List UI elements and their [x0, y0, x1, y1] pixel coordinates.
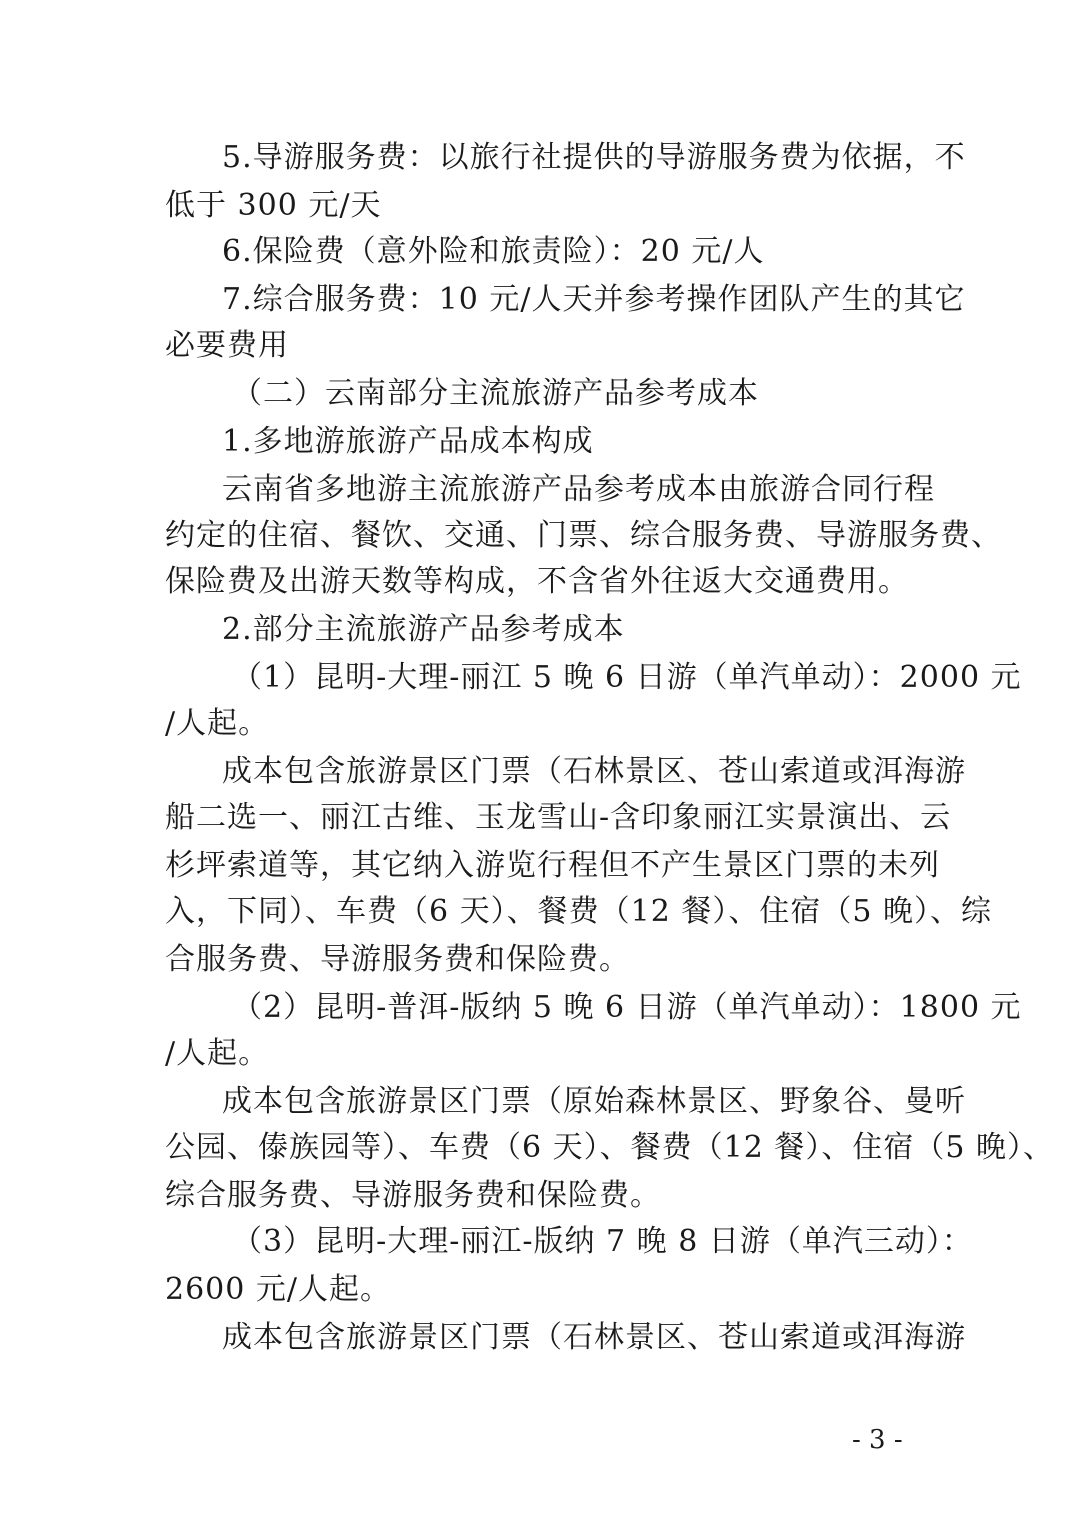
text-line: 成本包含旅游景区门票（原始森林景区、野象谷、曼听 — [222, 1084, 966, 1119]
text-line: 入，下同）、车费（6 天）、餐费（12 餐）、住宿（5 晚）、综 — [165, 894, 992, 929]
text-line: /人起。 — [165, 1036, 270, 1071]
text-line: （1）昆明-大理-丽江 5 晚 6 日游（单汽单动）：2000 元 — [232, 660, 1022, 695]
text-line: 7.综合服务费：10 元/人天并参考操作团队产生的其它 — [222, 282, 966, 317]
text-line: 保险费及出游天数等构成，不含省外往返大交通费用。 — [165, 564, 909, 599]
text-line: 公园、傣族园等）、车费（6 天）、餐费（12 餐）、住宿（5 晚）、 — [165, 1130, 1054, 1165]
text-line: 约定的住宿、餐饮、交通、门票、综合服务费、导游服务费、 — [165, 518, 1002, 553]
text-line: 综合服务费、导游服务费和保险费。 — [165, 1178, 661, 1213]
text-line: /人起。 — [165, 706, 270, 741]
subsection-heading: 2.部分主流旅游产品参考成本 — [222, 612, 625, 647]
subsection-heading: 1.多地游旅游产品成本构成 — [222, 424, 594, 459]
page-number: - 3 - — [852, 1425, 903, 1455]
text-line: （3）昆明-大理-丽江-版纳 7 晚 8 日游（单汽三动）： — [232, 1224, 973, 1259]
text-line: 低于 300 元/天 — [165, 188, 382, 223]
text-line: 6.保险费（意外险和旅责险）：20 元/人 — [222, 234, 765, 269]
text-line: 5.导游服务费：以旅行社提供的导游服务费为依据，不 — [222, 140, 966, 175]
text-line: 必要费用 — [165, 328, 289, 363]
text-line: 船二选一、丽江古维、玉龙雪山-含印象丽江实景演出、云 — [165, 800, 952, 835]
text-line: 合服务费、导游服务费和保险费。 — [165, 942, 630, 977]
text-line: 成本包含旅游景区门票（石林景区、苍山索道或洱海游 — [222, 754, 966, 789]
text-line: 2600 元/人起。 — [165, 1272, 391, 1307]
section-heading: （二）云南部分主流旅游产品参考成本 — [232, 376, 759, 411]
text-line: 云南省多地游主流旅游产品参考成本由旅游合同行程 — [222, 472, 935, 507]
text-line: 成本包含旅游景区门票（石林景区、苍山索道或洱海游 — [222, 1320, 966, 1355]
text-line: 杉坪索道等，其它纳入游览行程但不产生景区门票的未列 — [165, 848, 940, 883]
text-line: （2）昆明-普洱-版纳 5 晚 6 日游（单汽单动）：1800 元 — [232, 990, 1022, 1025]
